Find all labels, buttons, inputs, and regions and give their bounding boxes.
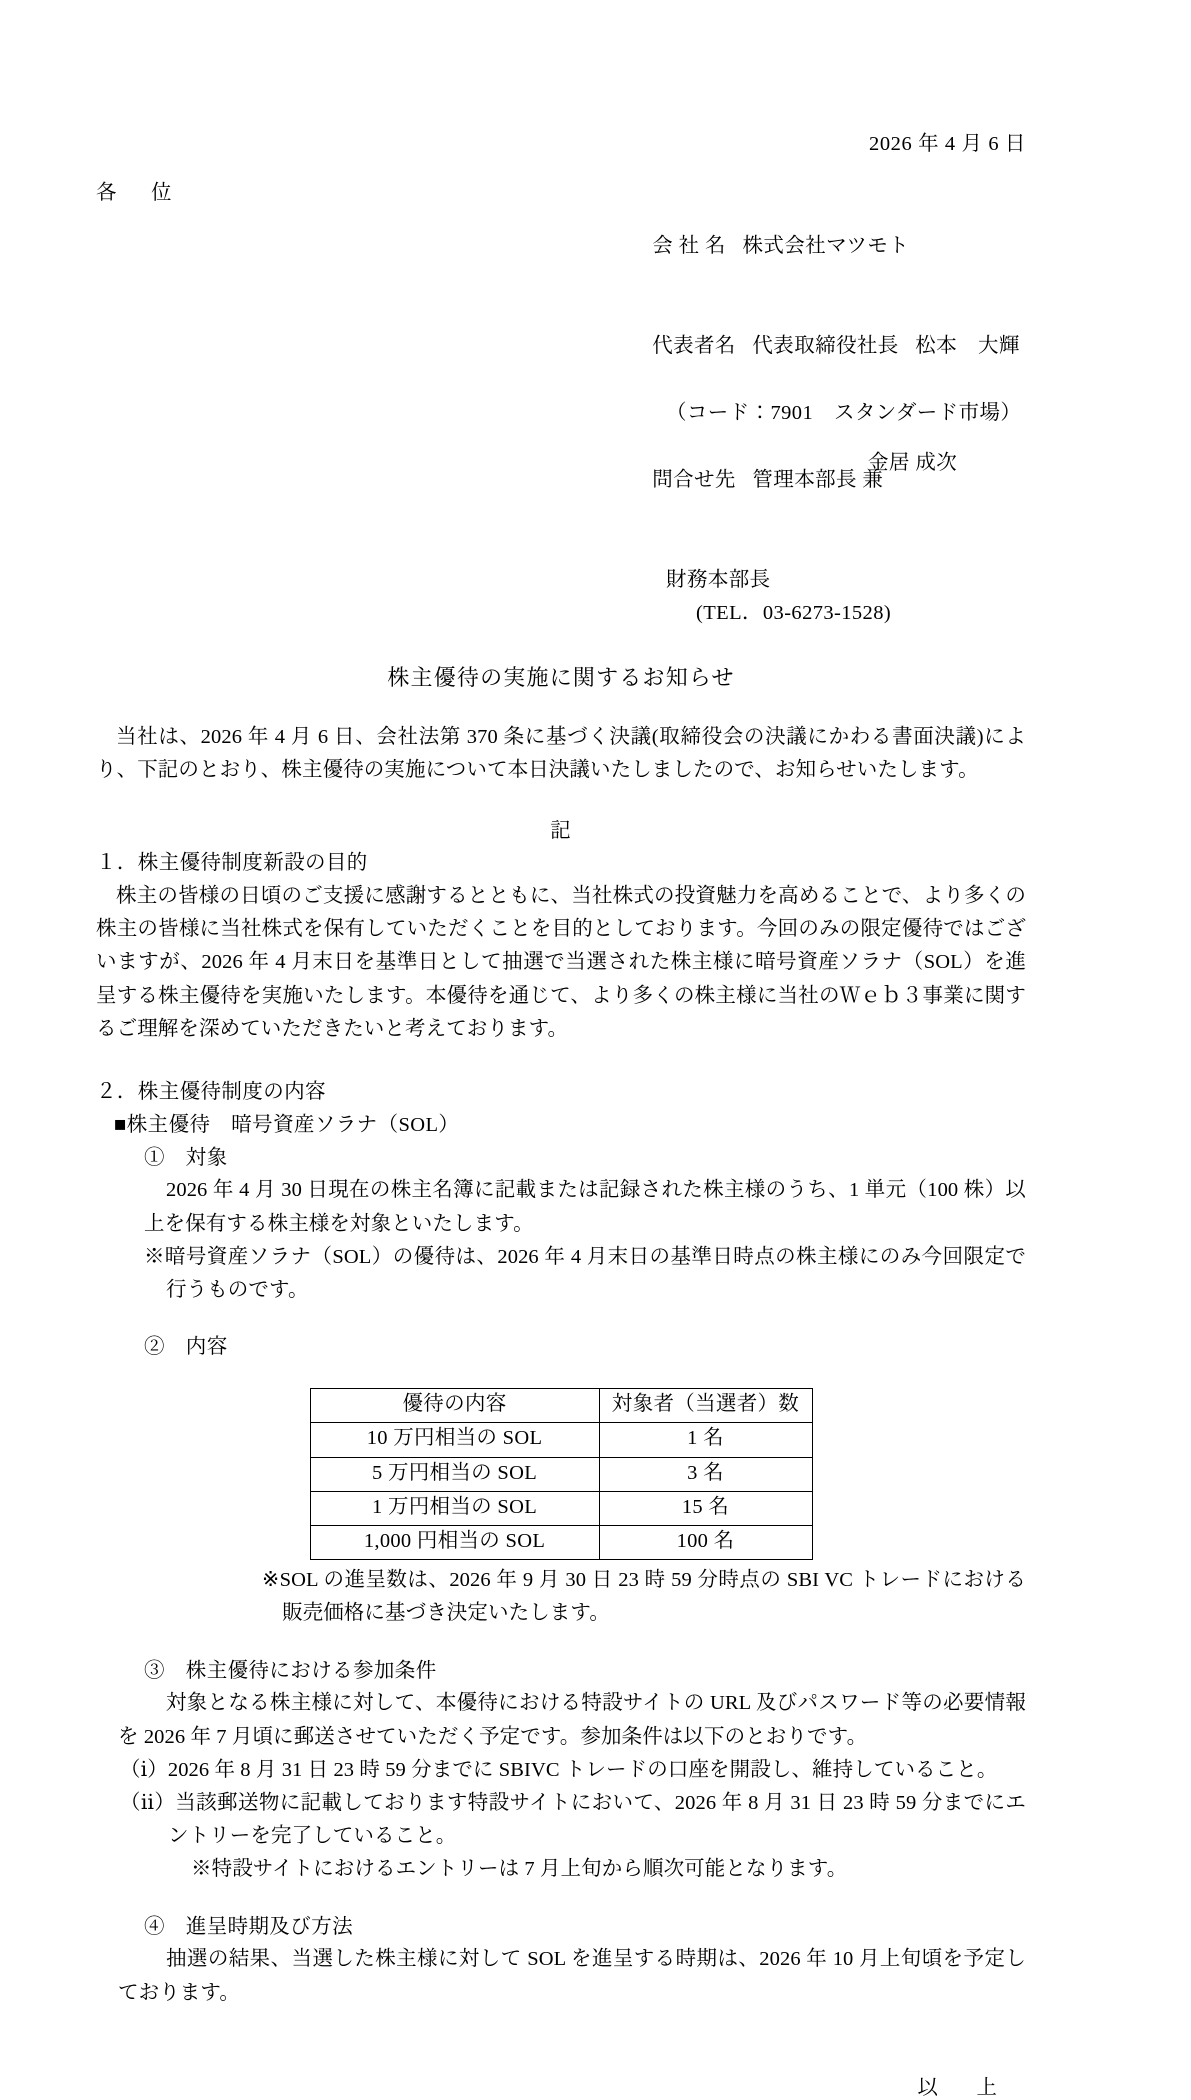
contact-label: 問合せ先 (652, 468, 736, 491)
table-row (310, 1457, 812, 1491)
contact-title-2: 財務本部長 (666, 568, 771, 591)
item3-condition-i: （ⅰ）2026 年 8 月 31 日 23 時 59 分までに SBIVC トレードの口座を開設し、維持していること。 (120, 1758, 998, 1781)
item2-note: ※SOL の進呈数は、2026 年 9 月 30 日 23 時 59 分時点の SBI VC トレードにおける販売価格に基づき決定いたします。 (262, 1569, 1026, 1625)
addressee: 各 位 (96, 181, 179, 204)
section1-heading: １．株主優待制度新設の目的 (96, 852, 368, 875)
item4-heading: ④ 進呈時期及び方法 (144, 1915, 353, 1938)
count-cell: 15 名 (599, 1491, 812, 1525)
item1-heading: ① 対象 (144, 1146, 228, 1169)
document-body (96, 0, 1026, 2100)
stock-code-line: （コード：7901 スタンダード市場） (666, 401, 1022, 424)
addressee-row (96, 175, 1026, 204)
lead-paragraph: 当社は、2026 年 4 月 6 日、会社法第 370 条に基づく決議(取締役会の決議にかわる書面決議)により、下記のとおり、株主優待の実施について本日決議いたしましたので、お知らせいたします。 (96, 725, 1026, 781)
item3-note: ※特設サイトにおけるエントリーは 7 月上旬から順次可能となります。 (191, 1858, 848, 1881)
table-row (310, 1423, 812, 1457)
representative-label: 代表者名 (652, 335, 736, 358)
item2-heading: ② 内容 (144, 1336, 228, 1359)
table-col-benefit: 優待の内容 (310, 1389, 599, 1423)
table-col-count: 対象者（当選者）数 (599, 1389, 812, 1423)
representative-title: 代表取締役社長 (752, 335, 899, 358)
company-name-value: 株式会社マツモト (742, 234, 910, 257)
table-row (310, 1491, 812, 1525)
contact-name: 金居 成次 (868, 452, 958, 475)
company-info-block (96, 197, 1026, 631)
section2-heading: ２．株主優待制度の内容 (96, 1081, 326, 1103)
contact-title-1: 管理本部長 兼 (752, 468, 884, 491)
item1-note: ※暗号資産ソラナ（SOL）の優待は、2026 年 4 月末日の基準日時点の株主様にのみ今回限定で行うものです。 (144, 1245, 1026, 1301)
company-name-label: 会 社 名 (652, 234, 726, 257)
document-title: 株主優待の実施に関するお知らせ (387, 664, 735, 690)
company-name-line (608, 197, 1026, 297)
kiji-marker: 記 (550, 820, 572, 843)
count-cell: 1 名 (599, 1423, 812, 1457)
benefit-cell: 1,000 円相当の SOL (310, 1526, 599, 1560)
closing-marker: 以 上 (917, 2076, 1006, 2099)
contact-line (608, 430, 1026, 564)
count-cell: 3 名 (599, 1457, 812, 1491)
benefit-table (310, 1388, 813, 1560)
table-header-row (310, 1389, 812, 1423)
benefit-cell: 5 万円相当の SOL (310, 1457, 599, 1491)
item3-heading: ③ 株主優待における参加条件 (144, 1659, 437, 1682)
item3-condition-ii: （ⅱ）当該郵送物に記載しております特設サイトにおいて、2026 年 8 月 31 日 23 時 59 分までにエントリーを完了していること。 (120, 1792, 1026, 1848)
count-cell: 100 名 (599, 1526, 812, 1560)
item1-body: 2026 年 4 月 30 日現在の株主名簿に記載または記録された株主様のうち、1 単元（100 株）以上を保有する株主様を対象といたします。 (144, 1179, 1026, 1235)
section1-body: 株主の皆様の日頃のご支援に感謝するとともに、当社株式の投資魅力を高めることで、より多くの株主の皆様に当社株式を保有していただくことを目的としております。今回のみの限定優待ではございますが、2026 年 4 月末日を基準日として抽選で当選された株主様に暗号資産ソラナ（SOL）を進呈する株主優待を実施いたします。本優待を通じて、より多くの株主様に当社のＷｅｂ３事業に関するご理解を深めていただきたいと考えております。 (96, 884, 1026, 1040)
representative-line (608, 297, 1026, 397)
benefit-cell: 1 万円相当の SOL (310, 1491, 599, 1525)
section2-subheading: ■株主優待 暗号資産ソラナ（SOL） (114, 1113, 460, 1136)
benefit-table-wrap (96, 1388, 1026, 1560)
item4-body: 抽選の結果、当選した株主様に対して SOL を進呈する時期は、2026 年 10 月上旬頃を予定しております。 (118, 1948, 1026, 2004)
issue-date: 2026 年 4 月 6 日 (868, 133, 1026, 155)
representative-name: 松本 大輝 (915, 335, 1020, 358)
contact-tel: (TEL．03-6273-1528) (696, 602, 892, 625)
item3-body: 対象となる株主様に対して、本優待における特設サイトの URL 及びパスワード等の必要情報を 2026 年 7 月頃に郵送させていただく予定です。参加条件は以下のとおりです。 (118, 1692, 1026, 1748)
benefit-cell: 10 万円相当の SOL (310, 1423, 599, 1457)
table-row (310, 1526, 812, 1560)
